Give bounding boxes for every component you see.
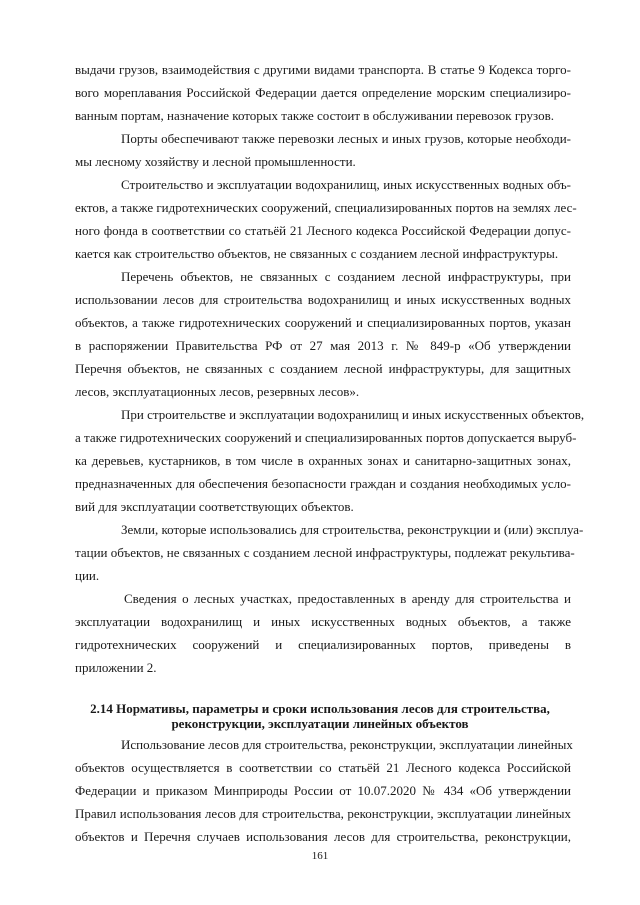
heading-line: 2.14 Нормативы, параметры и сроки использования лесов для строительства, <box>90 701 550 716</box>
text-line: ции. <box>75 568 100 583</box>
text-line: Порты обеспечивают также перевозки лесных и иных грузов, которые необходи- <box>121 131 571 146</box>
text-line: использовании лесов для строительства водохранилищ и иных искусственных водных <box>75 292 571 307</box>
text-line: вий для эксплуатации соответствующих объектов. <box>75 499 354 514</box>
text-line: лесов, эксплуатационных лесов, резервных лесов». <box>75 384 360 399</box>
text-line: При строительстве и эксплуатации водохранилищ и иных искусственных объектов, <box>121 407 585 422</box>
text-line: эксплуатации водохранилищ и иных искусственных водных объектов, а также <box>75 614 571 629</box>
text-line: объектов, а также гидротехнических сооружений и специализированных портов, указан <box>75 315 571 330</box>
text-line: выдачи грузов, взаимодействия с другими видами транспорта. В статье 9 Кодекса торго- <box>75 62 571 77</box>
text-line: Использование лесов для строительства, реконструкции, эксплуатации линейных <box>121 737 573 752</box>
text-line: Федерации и приказом Минприроды России от 10.07.2020 № 434 «Об утверждении <box>75 783 571 798</box>
text-line: кается как строительство объектов, не связанных с созданием лесной инфраструктуры. <box>75 246 559 261</box>
text-line: а также гидротехнических сооружений и специализированных портов допускается выруб- <box>75 430 577 445</box>
text-line: в распоряжении Правительства РФ от 27 мая 2013 г. № 849-р «Об утверждении <box>75 338 571 353</box>
heading-line: реконструкции, эксплуатации линейных объектов <box>171 716 469 731</box>
text-line: Строительство и эксплуатации водохранилищ, иных искусственных водных объ- <box>121 177 571 192</box>
text-line: мы лесному хозяйству и лесной промышленности. <box>75 154 356 169</box>
page-number: 161 <box>311 850 329 862</box>
text-line: тации объектов, не связанных с созданием лесной инфраструктуры, подлежат рекультива- <box>75 545 575 560</box>
text-line: Земли, которые использовались для строительства, реконструкции и (или) эксплуа- <box>121 522 584 537</box>
text-line: объектов осуществляется в соответствии со статьёй 21 Лесного кодекса Российской <box>75 760 571 775</box>
text-line: предназначенных для обеспечения безопасности граждан и создания необходимых усло- <box>75 476 571 491</box>
text-line: ванным портам, назначение которых также состоит в обслуживании перевозок грузов. <box>75 108 554 123</box>
text-line: ного фонда в соответствии со статьёй 21 Лесного кодекса Российской Федерации допус- <box>75 223 571 238</box>
text-line: объектов и Перечня случаев использования лесов для строительства, реконструкции, <box>75 829 571 844</box>
text-line: ка деревьев, кустарников, в том числе в охранных зонах и санитарно-защитных зонах, <box>75 453 571 468</box>
text-line: Перечень объектов, не связанных с созданием лесной инфраструктуры, при <box>121 269 571 284</box>
text-line: Перечня объектов, не связанных с созданием лесной инфраструктуры, для защитных <box>75 361 571 376</box>
text-line: ектов, а также гидротехнических сооружений, специализированных портов на землях лес- <box>75 200 577 215</box>
text-line: Правил использования лесов для строительства, реконструкции, эксплуатации линейных <box>75 806 571 821</box>
text-line: гидротехнических сооружений и специализированных портов, приведены в <box>75 637 571 652</box>
text-line: вого мореплавания Российской Федерации дается определение морским специализиро- <box>75 85 571 100</box>
text-line: Сведения о лесных участках, предоставленных в аренду для строительства и <box>124 591 571 606</box>
text-line: приложении 2. <box>75 660 157 675</box>
